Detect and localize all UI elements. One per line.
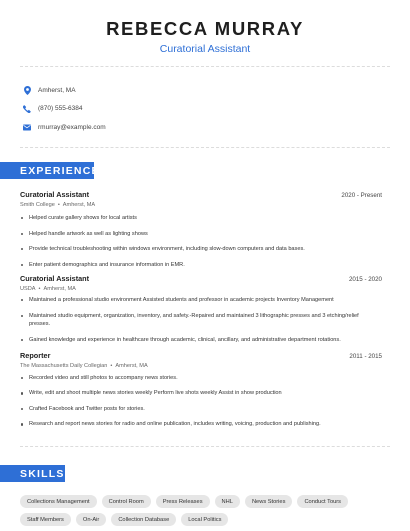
experience-title: Curatorial Assistant [20, 190, 90, 199]
experience-dates: 2020 - Present [341, 192, 382, 199]
separator-dot: • [110, 363, 113, 369]
experience-title: Reporter [20, 351, 51, 360]
skill-chip: Press Releases [156, 495, 210, 508]
bullet-item: Helped curate gallery shows for local artists [20, 214, 382, 222]
separator-dot: • [57, 202, 60, 208]
experience-org: The Massachusetts Daily Collegian [20, 363, 108, 369]
experience-org: USDA [20, 286, 36, 292]
skill-chip: Collections Management [20, 495, 97, 508]
job-title: Curatorial Assistant [159, 43, 251, 55]
header-divider [20, 66, 390, 67]
experience-item [20, 351, 382, 429]
bullet-item: Maintained studio equipment, organization, inventory, and safety.-Repaired and maintained 3 lithographic presses and 3 etching/relief presses. [20, 312, 382, 329]
skill-chip: Collection Database [111, 513, 176, 526]
bullet-item: Enter patient demographics and insurance information in EMR. [20, 261, 382, 269]
contact-phone [20, 100, 106, 119]
bullet-item: Helped handle artwork as well as lighting shows [20, 230, 382, 238]
experience-location: Amherst, MA [43, 286, 76, 292]
separator-dot: • [38, 286, 41, 292]
location-text: Amherst, MA [38, 86, 76, 94]
experience-title: Curatorial Assistant [20, 274, 90, 283]
experience-location: Amherst, MA [115, 363, 148, 369]
phone-text: (870) 555-6384 [38, 105, 83, 113]
experience-item [20, 274, 382, 344]
skill-chip: Control Room [102, 495, 151, 508]
bullet-item: Provide technical troubleshooting within windows environment, including slow-down computers and data bases. [20, 245, 382, 253]
email-icon [20, 120, 34, 134]
experience-bullets [20, 374, 382, 429]
candidate-name: REBECCA MURRAY [106, 18, 304, 39]
bullet-item: Write, edit and shoot multiple news stories weekly Perform live shots weekly Assist in show production [20, 389, 382, 397]
experience-bullets [20, 296, 382, 344]
skills-list [20, 495, 392, 531]
skill-chip: NHL [215, 495, 240, 508]
experience-org: Smith College [20, 202, 55, 208]
contact-email [20, 118, 106, 137]
phone-icon [20, 102, 34, 116]
location-pin-icon [20, 83, 34, 97]
section-heading-experience: EXPERIENCE [0, 162, 94, 179]
contact-divider [20, 147, 390, 148]
skill-chip: Conduct Tours [297, 495, 348, 508]
experience-divider [20, 446, 390, 447]
bullet-item: Recorded video and still photos to accompany news stories. [20, 374, 382, 382]
experience-org-line [20, 286, 382, 292]
skill-chip: On-Air [76, 513, 106, 526]
section-heading-skills: SKILLS [0, 465, 65, 482]
experience-dates: 2011 - 2015 [349, 353, 382, 360]
experience-item [20, 190, 382, 269]
resume-header [0, 0, 410, 55]
bullet-item: Research and report news stories for radio and online publication, includes writing, voicing, production and publishing. [20, 420, 382, 428]
experience-org-line [20, 363, 382, 369]
skill-chip: Local Politics [181, 513, 228, 526]
contact-list [20, 81, 106, 137]
experience-org-line [20, 202, 382, 208]
bullet-item: Crafted Facebook and Twitter posts for stories. [20, 405, 382, 413]
experience-dates: 2015 - 2020 [348, 276, 382, 283]
bullet-item: Maintained a professional studio environment Assisted students and professor in academic projects Inventory Management [20, 296, 382, 304]
experience-bullets [20, 214, 382, 269]
contact-location [20, 81, 106, 100]
email-text: rmurray@example.com [38, 123, 106, 131]
skill-chip: News Stories [245, 495, 293, 508]
experience-location: Amherst, MA [62, 202, 96, 208]
skill-chip: Staff Members [20, 513, 71, 526]
bullet-item: Gained knowledge and experience in healthcare through academic, clinical, ancillary, and administrative department rotations. [20, 336, 382, 344]
